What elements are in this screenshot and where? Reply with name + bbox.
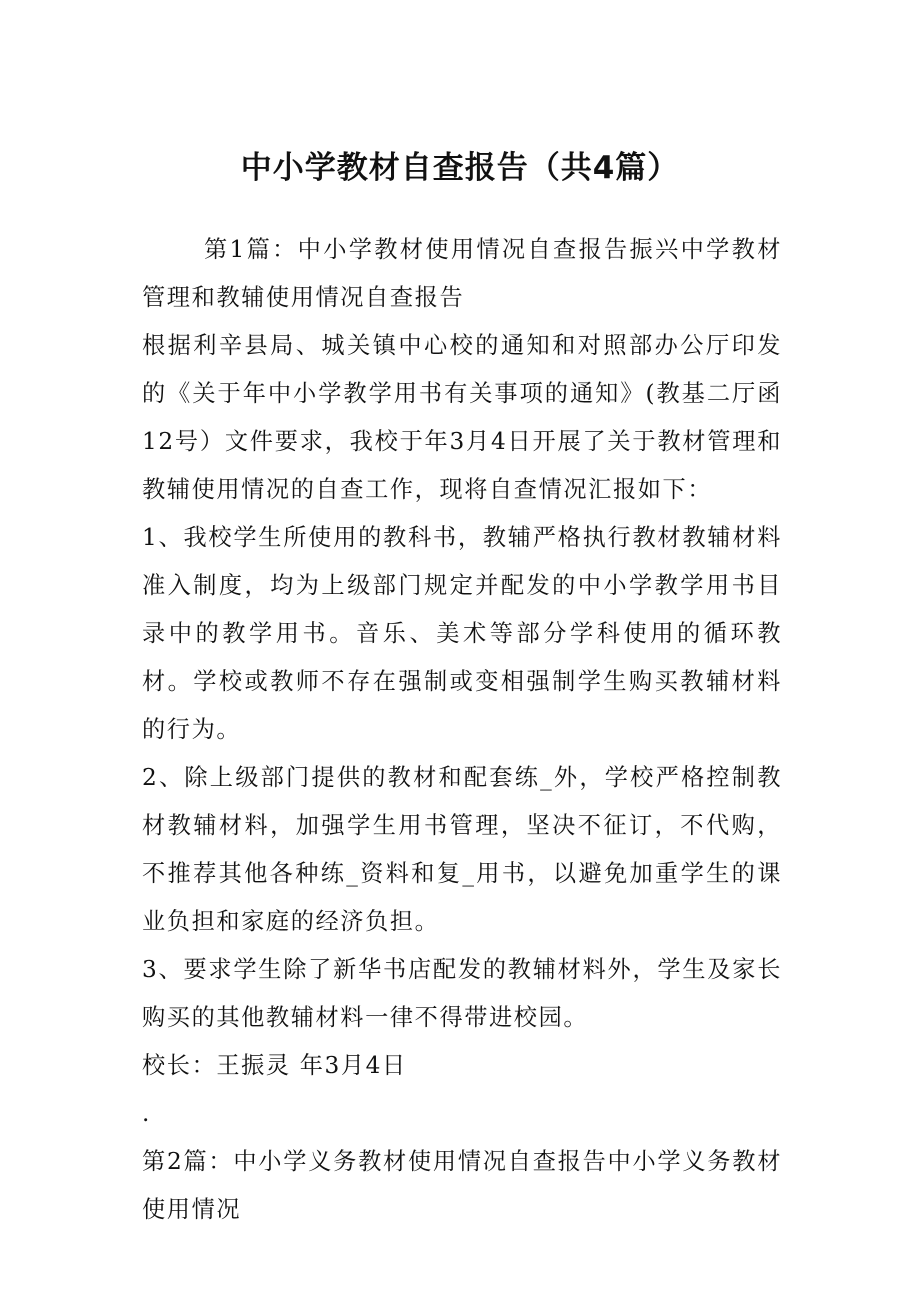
paragraph-item-1: 1、我校学生所使用的教科书，教辅严格执行教材教辅材料准入制度，均为上级部门规定并配发的中小学教学用书目录中的教学用书。音乐、美术等部分学科使用的循环教材。学校或教师不存在强制或变相强制学生购买教辅材料的行为。	[142, 524, 782, 743]
signature-line: 校长：王振灵 年3月4日	[142, 1052, 407, 1079]
paragraph-item-3: 3、要求学生除了新华书店配发的教辅材料外，学生及家长购买的其他教辅材料一律不得带进校园。	[142, 956, 782, 1031]
document-title: 中小学教材自查报告（共4篇）	[240, 150, 680, 186]
section-heading-2: 第2篇：中小学义务教材使用情况自查报告中小学义务教材使用情况	[142, 1148, 782, 1223]
paragraph-item-2: 2、除上级部门提供的教材和配套练_外，学校严格控制教材教辅材料，加强学生用书管理，坚决不征订，不代购，不推荐其他各种练_资料和复_用书，以避免加重学生的课业负担和家庭的经济负担。	[142, 764, 782, 935]
document-body	[142, 226, 782, 1234]
section-heading-1: 第1篇：中小学教材使用情况自查报告振兴中学教材管理和教辅使用情况自查报告	[142, 236, 782, 311]
separator-dot: .	[142, 1100, 151, 1127]
paragraph-intro: 根据利辛县局、城关镇中心校的通知和对照部办公厅印发的《关于年中小学教学用书有关事项的通知》(教基二厅函12号）文件要求，我校于年3月4日开展了关于教材管理和教辅使用情况的自查工作，现将自查情况汇报如下：	[142, 332, 782, 503]
